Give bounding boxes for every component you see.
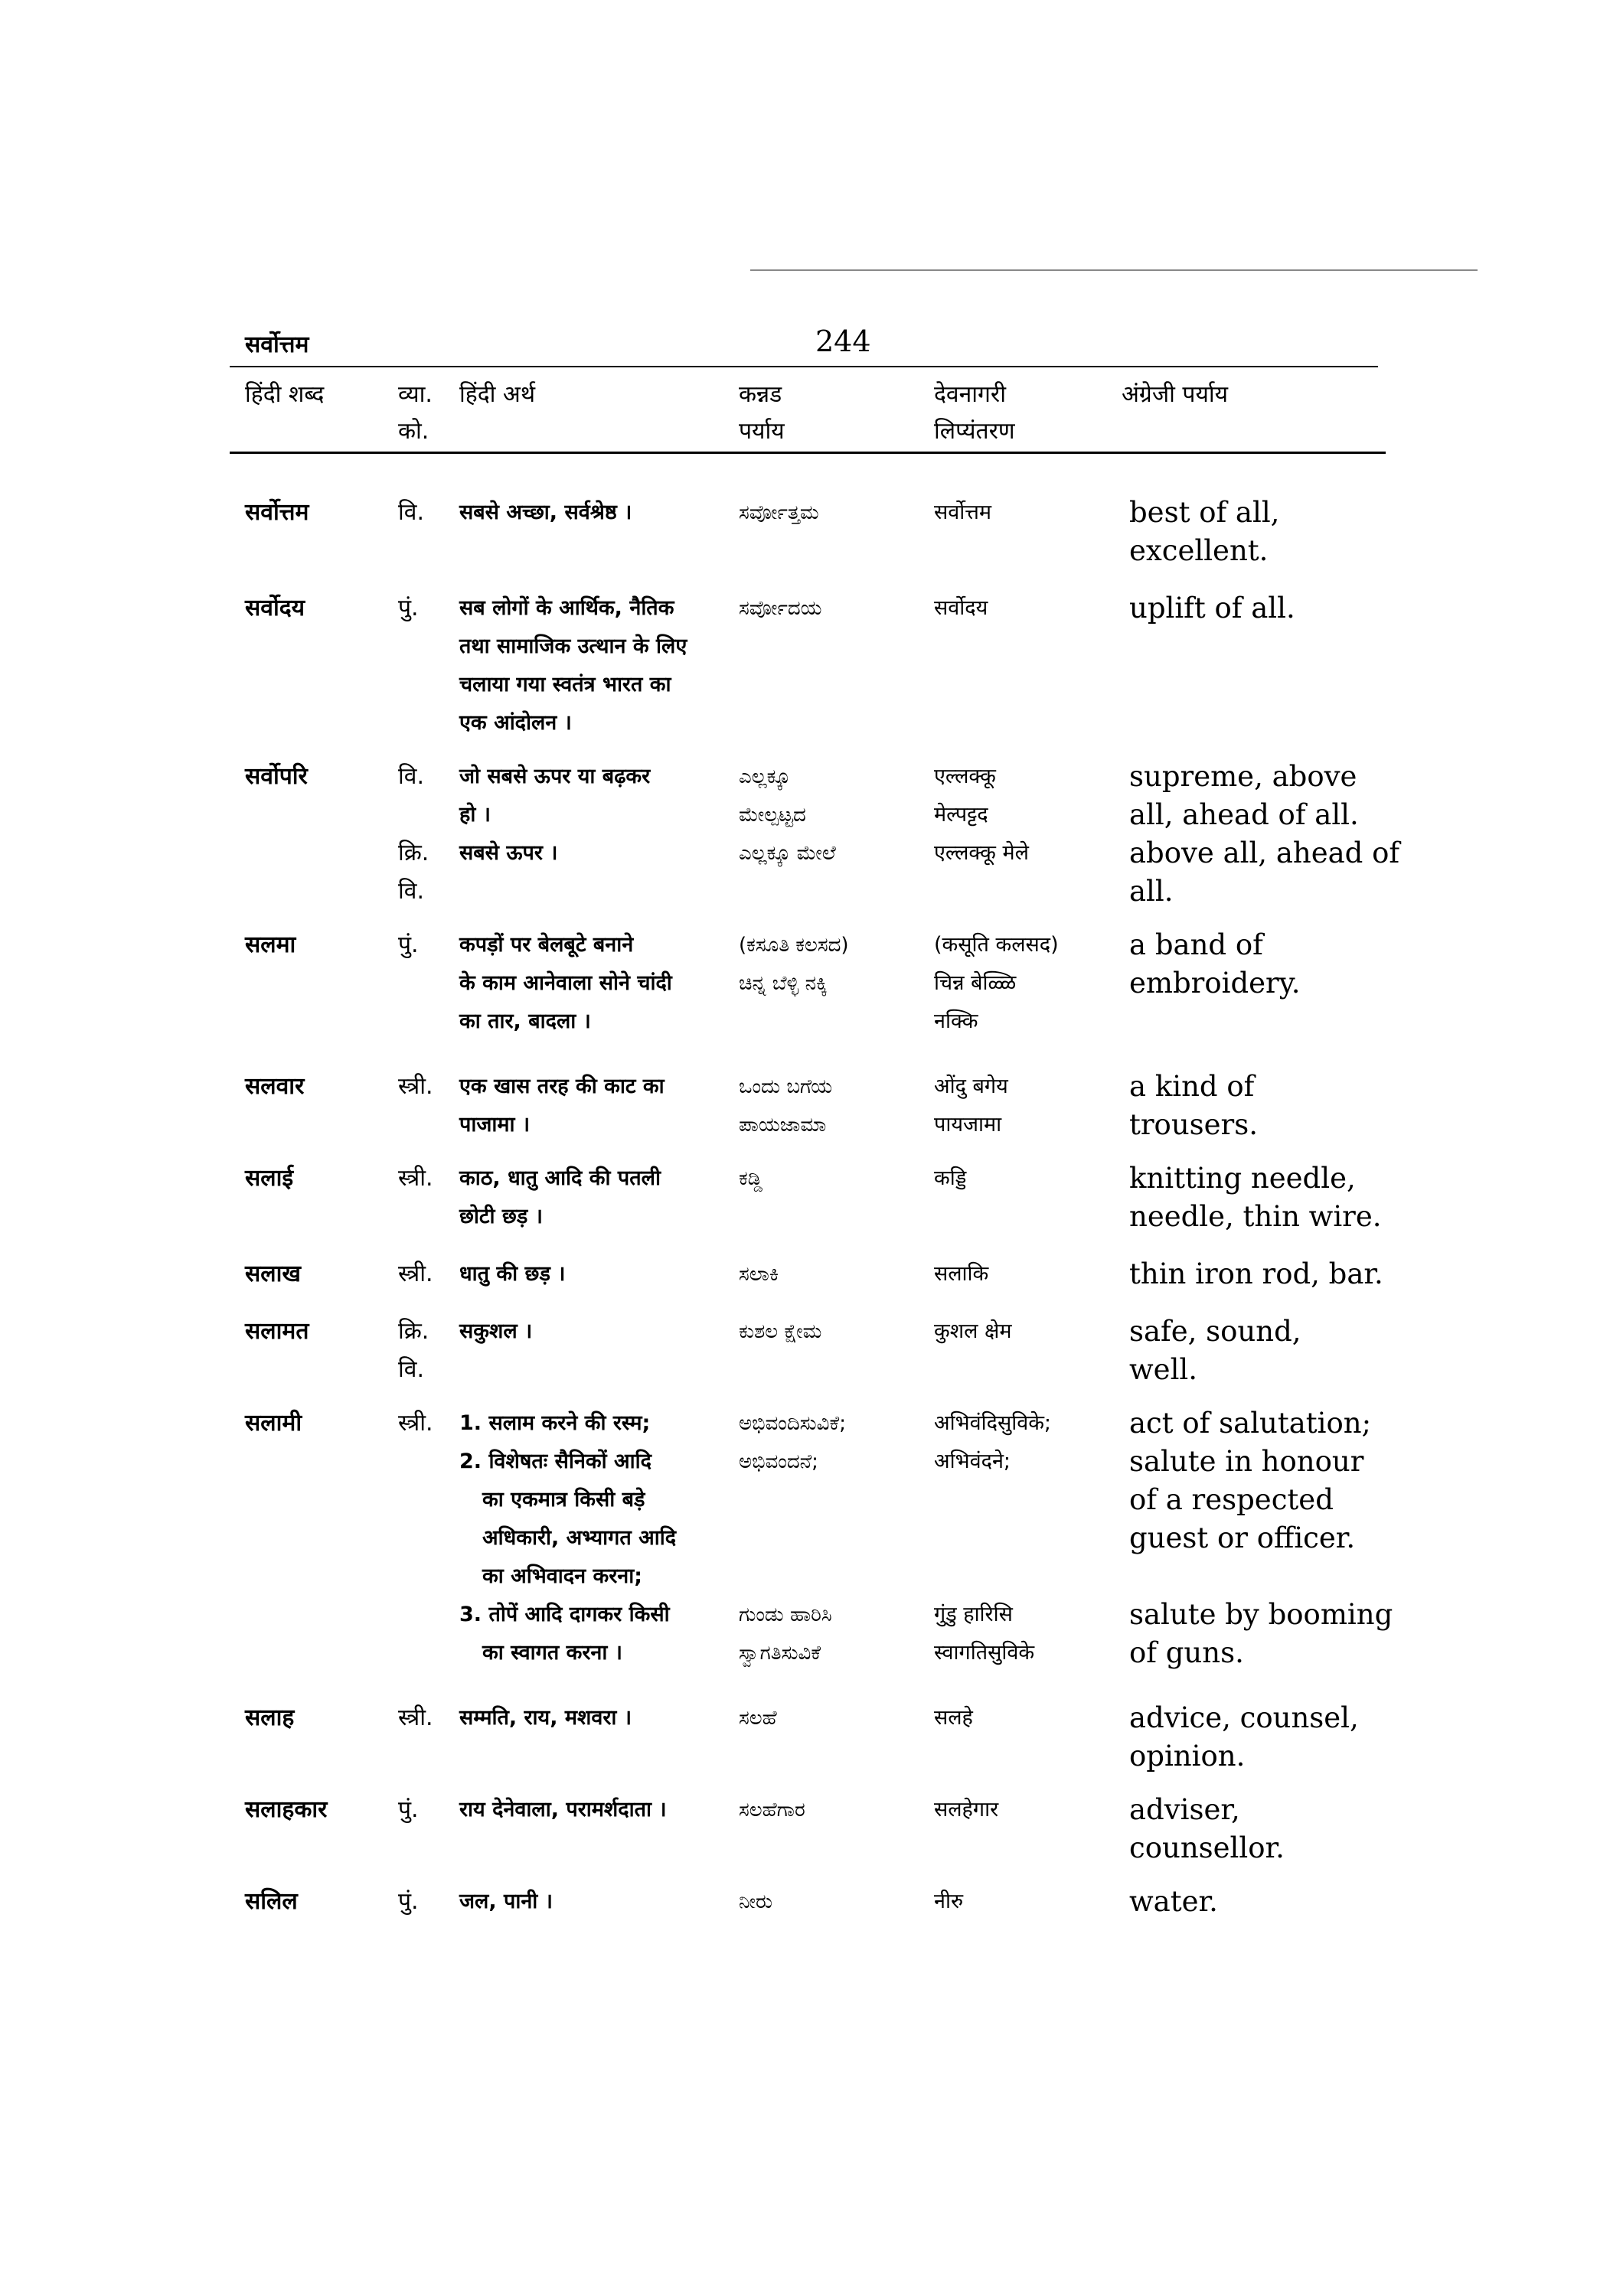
hindi-meaning-line: सकुशल । bbox=[459, 1319, 533, 1343]
col-header-devanagari-line: देवनागरी bbox=[934, 381, 1006, 408]
english-equivalent-line bbox=[1129, 1557, 1420, 1596]
devanagari-transliteration-line: सर्वोत्तम bbox=[934, 501, 992, 524]
english-equivalent-line: a kind of bbox=[1129, 1070, 1255, 1103]
grammar-label-line: पुं. bbox=[398, 1888, 419, 1915]
grammar-label bbox=[398, 589, 467, 628]
hindi-meaning-line: 2. विशेषतः सैनिकों आदि bbox=[459, 1450, 651, 1473]
grammar-label bbox=[398, 1313, 467, 1389]
english-equivalent bbox=[1129, 1699, 1420, 1776]
grammar-label-line: वि. bbox=[398, 878, 424, 905]
col-header-devanagari bbox=[934, 377, 1015, 450]
english-equivalent-line: thin iron rod, bar. bbox=[1129, 1257, 1383, 1290]
hindi-meaning bbox=[459, 1791, 735, 1829]
headword: सलामत bbox=[245, 1318, 309, 1345]
grammar-label-line: स्त्री. bbox=[398, 1073, 433, 1100]
english-equivalent-line: trousers. bbox=[1129, 1108, 1258, 1141]
devanagari-transliteration bbox=[934, 1883, 1118, 1921]
kannada-equivalent-line: ಎಲ್ಲಕ್ಕೂ ಮೇಲೆ bbox=[739, 842, 836, 865]
english-equivalent bbox=[1129, 1791, 1420, 1867]
grammar-label bbox=[398, 494, 467, 532]
devanagari-transliteration bbox=[934, 926, 1118, 1041]
english-equivalent-line: water. bbox=[1129, 1885, 1218, 1918]
col-header-devanagari-line: लिप्यंतरण bbox=[934, 418, 1015, 445]
grammar-label-line: पुं. bbox=[398, 931, 419, 958]
hindi-meaning bbox=[459, 758, 735, 872]
devanagari-transliteration-line: ओंदु बगेय bbox=[934, 1075, 1008, 1098]
headword: सलमा bbox=[245, 931, 296, 958]
english-equivalent-line: best of all, bbox=[1129, 496, 1280, 529]
english-equivalent bbox=[1129, 589, 1420, 628]
kannada-equivalent bbox=[739, 1404, 930, 1672]
col-header-kannada-line: पर्याय bbox=[739, 418, 785, 445]
hindi-meaning bbox=[459, 494, 735, 532]
col-header-kannada bbox=[739, 377, 785, 450]
devanagari-transliteration bbox=[934, 1159, 1118, 1198]
english-equivalent-line: excellent. bbox=[1129, 534, 1269, 567]
grammar-label-line: वि. bbox=[398, 1356, 424, 1383]
hindi-meaning-line: तथा सामाजिक उत्थान के लिए bbox=[459, 634, 687, 658]
grammar-label-line: क्रि. bbox=[398, 1318, 429, 1345]
english-equivalent-line: of guns. bbox=[1129, 1636, 1244, 1669]
devanagari-transliteration bbox=[934, 1404, 1118, 1672]
english-equivalent-line: salute in honour bbox=[1129, 1445, 1364, 1478]
devanagari-transliteration-line: सलहे bbox=[934, 1706, 973, 1730]
english-equivalent-line: of a respected bbox=[1129, 1483, 1334, 1516]
english-equivalent bbox=[1129, 1159, 1420, 1236]
english-equivalent-line: well. bbox=[1129, 1353, 1197, 1386]
headword: सर्वोपरि bbox=[245, 763, 308, 790]
kannada-equivalent-line bbox=[739, 1519, 930, 1557]
devanagari-transliteration bbox=[934, 1313, 1118, 1351]
devanagari-transliteration-line: मेल्पट्टद bbox=[934, 803, 988, 827]
devanagari-transliteration-line: कुशल क्षेम bbox=[934, 1319, 1012, 1343]
kannada-equivalent-line: (ಕಸೂತಿ ಕಲಸದ) bbox=[739, 934, 849, 957]
english-equivalent-line: uplift of all. bbox=[1129, 592, 1295, 625]
devanagari-transliteration bbox=[934, 1699, 1118, 1737]
kannada-equivalent bbox=[739, 1159, 930, 1198]
hindi-meaning-line: अधिकारी, अभ्यागत आदि bbox=[482, 1526, 677, 1550]
header-rule bbox=[230, 366, 1378, 367]
kannada-equivalent bbox=[739, 1883, 930, 1921]
grammar-label-line: वि. bbox=[398, 763, 424, 790]
hindi-meaning-line: सब लोगों के आर्थिक, नैतिक bbox=[459, 596, 674, 620]
grammar-label-line: वि. bbox=[398, 499, 424, 526]
english-equivalent-line: act of salutation; bbox=[1129, 1407, 1372, 1440]
hindi-meaning-line: काठ, धातु आदि की पतली bbox=[459, 1166, 661, 1190]
hindi-meaning-line: राय देनेवाला, परामर्शदाता । bbox=[459, 1798, 667, 1821]
headword: सलिल bbox=[245, 1888, 298, 1915]
headword: सलाख bbox=[245, 1261, 301, 1287]
english-equivalent-line: salute by booming bbox=[1129, 1598, 1393, 1631]
hindi-meaning bbox=[459, 1159, 735, 1236]
hindi-meaning bbox=[459, 589, 735, 742]
grammar-label-line: स्त्री. bbox=[398, 1704, 433, 1731]
kannada-equivalent bbox=[739, 1068, 930, 1144]
english-equivalent bbox=[1129, 758, 1420, 911]
grammar-label bbox=[398, 1068, 467, 1106]
grammar-label-line: स्त्री. bbox=[398, 1410, 433, 1437]
devanagari-transliteration bbox=[934, 1791, 1118, 1829]
top-rule bbox=[750, 269, 1478, 271]
hindi-meaning bbox=[459, 1883, 735, 1921]
grammar-label-line: क्रि. bbox=[398, 840, 429, 866]
kannada-equivalent-line: ಸಲಾಕಿ bbox=[739, 1263, 779, 1286]
hindi-meaning-line: 1. सलाम करने की रस्म; bbox=[459, 1411, 651, 1435]
hindi-meaning bbox=[459, 1699, 735, 1737]
english-equivalent-line: above all, ahead of bbox=[1129, 837, 1400, 869]
devanagari-transliteration-line: (कसूति कलसद) bbox=[934, 933, 1059, 957]
kannada-equivalent-line: ಸರ್ವೋತ್ತಮ bbox=[739, 501, 819, 524]
kannada-equivalent bbox=[739, 494, 930, 532]
english-equivalent bbox=[1129, 1255, 1420, 1293]
kannada-equivalent bbox=[739, 1255, 930, 1293]
headword: सलाह bbox=[245, 1704, 295, 1731]
grammar-label bbox=[398, 1791, 467, 1829]
kannada-equivalent-line: ಸ್ವಾಗತಿಸುವಿಕೆ bbox=[739, 1642, 821, 1665]
headword: सर्वोत्तम bbox=[245, 499, 309, 526]
english-equivalent-line: safe, sound, bbox=[1129, 1315, 1301, 1348]
kannada-equivalent-line: ಎಲ್ಲಕ್ಕೂ bbox=[739, 765, 791, 788]
running-head: सर्वोत्तम bbox=[245, 331, 309, 358]
page-number: 244 bbox=[815, 325, 871, 358]
kannada-equivalent bbox=[739, 1313, 930, 1351]
english-equivalent-line: needle, thin wire. bbox=[1129, 1200, 1382, 1233]
devanagari-transliteration-line: सलाकि bbox=[934, 1262, 989, 1286]
hindi-meaning-line: 3. तोपें आदि दागकर किसी bbox=[459, 1603, 670, 1626]
devanagari-transliteration bbox=[934, 758, 1118, 872]
devanagari-transliteration-line: पायजामा bbox=[934, 1113, 1002, 1137]
kannada-equivalent-line: ಸರ್ವೋದಯ bbox=[739, 597, 822, 620]
hindi-meaning-line: का तार, बादला । bbox=[459, 1009, 591, 1033]
english-equivalent-line: advice, counsel, bbox=[1129, 1701, 1359, 1734]
devanagari-transliteration bbox=[934, 1255, 1118, 1293]
english-equivalent bbox=[1129, 1068, 1420, 1144]
devanagari-transliteration-line bbox=[934, 1481, 1118, 1519]
hindi-meaning-line: जल, पानी । bbox=[459, 1890, 553, 1913]
english-equivalent-line: adviser, bbox=[1129, 1793, 1240, 1826]
kannada-equivalent bbox=[739, 589, 930, 628]
grammar-label-line bbox=[398, 796, 467, 834]
kannada-equivalent-line: ಕುಶಲ ಕ್ಷೇಮ bbox=[739, 1320, 822, 1343]
headword: सलवार bbox=[245, 1073, 305, 1100]
hindi-meaning-line: धातु की छड़ । bbox=[459, 1262, 566, 1286]
kannada-equivalent-line: ಮೇಲ್ಪಟ್ಟದ bbox=[739, 804, 806, 827]
col-header-kannada-line: कन्नड bbox=[739, 381, 782, 408]
grammar-label bbox=[398, 758, 467, 911]
hindi-meaning-line: के काम आनेवाला सोने चांदी bbox=[459, 971, 672, 995]
hindi-meaning bbox=[459, 1255, 735, 1293]
headword: सर्वोदय bbox=[245, 595, 305, 621]
devanagari-transliteration-line: नीरु bbox=[934, 1890, 964, 1913]
grammar-label bbox=[398, 926, 467, 964]
hindi-meaning-line: एक खास तरह की काट का bbox=[459, 1075, 665, 1098]
headword: सलामी bbox=[245, 1410, 302, 1437]
hindi-meaning-line: का एकमात्र किसी बड़े bbox=[482, 1488, 645, 1512]
hindi-meaning bbox=[459, 1068, 735, 1144]
english-equivalent-line: counsellor. bbox=[1129, 1831, 1285, 1864]
col-header-english: अंग्रेजी पर्याय bbox=[1122, 381, 1229, 408]
grammar-label bbox=[398, 1159, 467, 1198]
headword: सलाहकार bbox=[245, 1796, 328, 1823]
devanagari-transliteration-line: एल्लक्कू bbox=[934, 765, 996, 788]
grammar-label bbox=[398, 1255, 467, 1293]
devanagari-transliteration-line: गुंडु हारिसि bbox=[934, 1603, 1013, 1626]
hindi-meaning-line: पाजामा । bbox=[459, 1113, 531, 1137]
hindi-meaning bbox=[459, 1313, 735, 1351]
kannada-equivalent-line: ಕಡ್ಡಿ bbox=[739, 1167, 763, 1190]
grammar-label-line: पुं. bbox=[398, 1796, 419, 1823]
kannada-equivalent-line: ಸಲಹೆ bbox=[739, 1707, 777, 1730]
english-equivalent-line: knitting needle, bbox=[1129, 1162, 1356, 1195]
hindi-meaning bbox=[459, 926, 735, 1041]
english-equivalent bbox=[1129, 926, 1420, 1003]
devanagari-transliteration-line: अभिवंदिसुविके; bbox=[934, 1411, 1052, 1435]
english-equivalent-line: all. bbox=[1129, 875, 1174, 908]
devanagari-transliteration-line bbox=[934, 1519, 1118, 1557]
devanagari-transliteration bbox=[934, 589, 1118, 628]
kannada-equivalent-line: ಸಲಹೆಗಾರ bbox=[739, 1799, 805, 1821]
devanagari-transliteration-line bbox=[934, 1557, 1118, 1596]
hindi-meaning-line: एक आंदोलन । bbox=[459, 711, 572, 735]
kannada-equivalent-line: ನೀರು bbox=[739, 1890, 772, 1913]
english-equivalent-line: opinion. bbox=[1129, 1740, 1246, 1773]
english-equivalent bbox=[1129, 494, 1420, 570]
devanagari-transliteration-line: सर्वोदय bbox=[934, 596, 988, 620]
english-equivalent-line: a band of bbox=[1129, 928, 1263, 961]
english-equivalent bbox=[1129, 1883, 1420, 1921]
hindi-meaning-line: सम्मति, राय, मशवरा । bbox=[459, 1706, 632, 1730]
kannada-equivalent bbox=[739, 1791, 930, 1829]
kannada-equivalent-line: ಚಿನ್ನ ಬೆಳ್ಳಿ ನಕ್ಕಿ bbox=[739, 972, 828, 995]
kannada-equivalent bbox=[739, 758, 930, 872]
english-equivalent bbox=[1129, 1313, 1420, 1389]
kannada-equivalent-line: ಅಭಿವಂದಿಸುವಿಕೆ; bbox=[739, 1412, 846, 1435]
hindi-meaning bbox=[459, 1404, 735, 1672]
col-header-hindi-word: हिंदी शब्द bbox=[245, 381, 325, 408]
grammar-label bbox=[398, 1404, 467, 1443]
col-header-grammar-line: को. bbox=[398, 418, 429, 445]
headword: सलाई bbox=[245, 1165, 294, 1192]
col-header-hindi-meaning: हिंदी अर्थ bbox=[459, 381, 536, 408]
hindi-meaning-line: छोटी छड़ । bbox=[459, 1205, 543, 1228]
devanagari-transliteration-line: नक्कि bbox=[934, 1009, 978, 1033]
hindi-meaning-line: हो । bbox=[459, 803, 491, 827]
kannada-equivalent-line bbox=[739, 1481, 930, 1519]
kannada-equivalent-line: ಪಾಯಜಾಮಾ bbox=[739, 1114, 827, 1137]
grammar-label bbox=[398, 1699, 467, 1737]
hindi-meaning-line: का स्वागत करना । bbox=[482, 1641, 623, 1665]
english-equivalent-line: supreme, above bbox=[1129, 760, 1357, 793]
hindi-meaning-line: सबसे अच्छा, सर्वश्रेष्ठ । bbox=[459, 501, 632, 524]
grammar-label bbox=[398, 1883, 467, 1921]
kannada-equivalent-line: ಒಂದು ಬಗೆಯ bbox=[739, 1075, 833, 1098]
devanagari-transliteration-line: सलहेगार bbox=[934, 1798, 999, 1821]
english-equivalent-line: all, ahead of all. bbox=[1129, 798, 1359, 831]
hindi-meaning-line: चलाया गया स्वतंत्र भारत का bbox=[459, 673, 671, 696]
devanagari-transliteration-line: अभिवंदने; bbox=[934, 1450, 1011, 1473]
kannada-equivalent bbox=[739, 1699, 930, 1737]
hindi-meaning-line: जो सबसे ऊपर या बढ़कर bbox=[459, 765, 651, 788]
grammar-label-line: स्त्री. bbox=[398, 1165, 433, 1192]
devanagari-transliteration-line: स्वागतिसुविके bbox=[934, 1641, 1035, 1665]
kannada-equivalent bbox=[739, 926, 930, 1003]
hindi-meaning-line: का अभिवादन करना; bbox=[482, 1564, 643, 1588]
devanagari-transliteration-line: चिन्न बेळ्ळि bbox=[934, 971, 1017, 995]
grammar-label-line: स्त्री. bbox=[398, 1261, 433, 1287]
grammar-label-line: पुं. bbox=[398, 595, 419, 621]
col-header-grammar bbox=[398, 377, 433, 450]
devanagari-transliteration bbox=[934, 1068, 1118, 1144]
hindi-meaning-line: सबसे ऊपर । bbox=[459, 841, 558, 865]
devanagari-transliteration-line: एल्लक्कू मेले bbox=[934, 841, 1029, 865]
column-header-rule bbox=[230, 452, 1386, 454]
col-header-grammar-line: व्या. bbox=[398, 381, 433, 408]
devanagari-transliteration-line: कड्डि bbox=[934, 1166, 967, 1190]
kannada-equivalent-line: ಗುಂಡು ಹಾರಿಸಿ bbox=[739, 1603, 832, 1626]
english-equivalent-line: embroidery. bbox=[1129, 967, 1301, 1000]
kannada-equivalent-line bbox=[739, 1557, 930, 1596]
kannada-equivalent-line: ಅಭಿವಂದನೆ; bbox=[739, 1450, 818, 1473]
english-equivalent-line: guest or officer. bbox=[1129, 1521, 1356, 1554]
devanagari-transliteration bbox=[934, 494, 1118, 532]
english-equivalent bbox=[1129, 1404, 1420, 1672]
hindi-meaning-line: कपड़ों पर बेलबूटे बनाने bbox=[459, 933, 634, 957]
